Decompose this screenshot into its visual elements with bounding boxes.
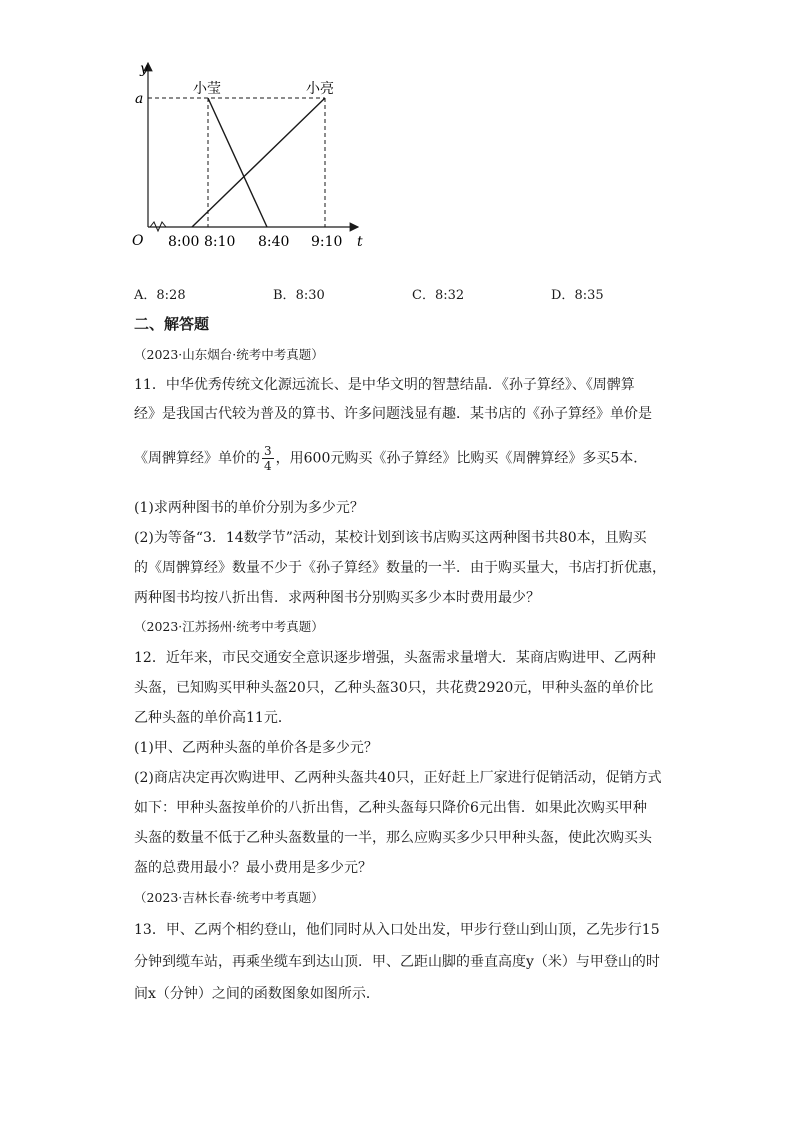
section-title: 二、解答题: [134, 315, 210, 333]
q11-source: （2023·山东烟台·统考中考真题）: [134, 347, 324, 362]
fraction-three-quarters: $\frac{3}{4}$: [264, 444, 272, 473]
q11-sub2-line3: 两种图书均按八折出售．求两种图书分别购买多少本时费用最少？: [134, 590, 540, 606]
graph-svg: [120, 55, 380, 255]
q12-source: （2023·江苏扬州·统考中考真题）: [134, 619, 324, 634]
q12-sub2-line4: 盔的总费用最小？最小费用是多少元？: [134, 860, 372, 876]
q12-line1: 12．近年来，市民交通安全意识逐步增强，头盔需求量增大．某商店购进甲、乙两种: [134, 650, 656, 666]
x-axis-label: t: [357, 234, 363, 250]
q12-line3: 乙种头盔的单价高11元．: [134, 710, 292, 726]
option-a[interactable]: A．8:28: [134, 288, 186, 303]
q11-sub2-line2: 的《周髀算经》数量不少于《孙子算经》数量的一半．由于购买量大，书店打折优惠，: [134, 560, 666, 576]
answer-options: [0, 284, 800, 306]
q11-line3b: ，用600元购买《孙子算经》比购买《周髀算经》多买5本．: [275, 450, 648, 467]
q11-sub1: (1)求两种图书的单价分别为多少元？: [134, 500, 364, 516]
q12-sub1: (1)甲、乙两种头盔的单价各是多少元？: [134, 740, 378, 756]
label-xiaoliang: 小亮: [306, 81, 334, 97]
q11-sub2-line1: (2)为等备“3．14数学节”活动，某校计划到该书店购买这两种图书共80本，且购买: [134, 530, 647, 546]
tick-810: 8:10: [204, 234, 236, 250]
option-b[interactable]: B．8:30: [273, 288, 325, 303]
q11-line3a: 《周髀算经》单价的: [134, 450, 260, 467]
q12-line2: 头盔，已知购买甲种头盔20只，乙种头盔30只，共花费2920元，甲种头盔的单价比: [134, 680, 654, 696]
tick-840: 8:40: [258, 234, 290, 250]
tick-800: 8:00: [168, 234, 200, 250]
y-axis-label: y: [140, 61, 148, 77]
q12-sub2-line3: 头盔的数量不低于乙种头盔数量的一半，那么应购买多少只甲种头盔，使此次购买头: [134, 830, 652, 846]
origin-label: O: [132, 233, 144, 249]
q12-sub2-line1: (2)商店决定再次购进甲、乙两种头盔共40只，正好赶上厂家进行促销活动，促销方式: [134, 770, 662, 786]
label-xiaoying: 小莹: [193, 81, 221, 97]
q11-line2: 经》是我国古代较为普及的算书、许多问题浅显有趣．某书店的《孙子算经》单价是: [134, 406, 652, 422]
q13-line1: 13．甲、乙两个相约登山，他们同时从入口处出发，甲步行登山到山顶，乙先步行15: [134, 922, 660, 938]
q11-line3: [134, 444, 647, 473]
q13-line2: 分钟到缆车站，再乘坐缆车到达山顶．甲、乙距山脚的垂直高度y（米）与甲登山的时: [134, 954, 660, 970]
option-c[interactable]: C．8:32: [412, 288, 465, 303]
y-tick-a: a: [135, 91, 144, 107]
tick-910: 9:10: [311, 234, 343, 250]
q12-sub2-line2: 如下：甲种头盔按单价的八折出售，乙种头盔每只降价6元出售．如果此次购买甲种: [134, 800, 647, 816]
q13-source: （2023·吉林长春·统考中考真题）: [134, 890, 324, 905]
q13-line3: 间x（分钟）之间的函数图象如图所示．: [134, 986, 380, 1002]
option-d[interactable]: D．8:35: [551, 288, 604, 303]
q11-line1: 11．中华优秀传统文化源远流长、是中华文明的智慧结晶．《孙子算经》、《周髀算: [134, 377, 635, 393]
distance-time-graph: [120, 55, 380, 255]
